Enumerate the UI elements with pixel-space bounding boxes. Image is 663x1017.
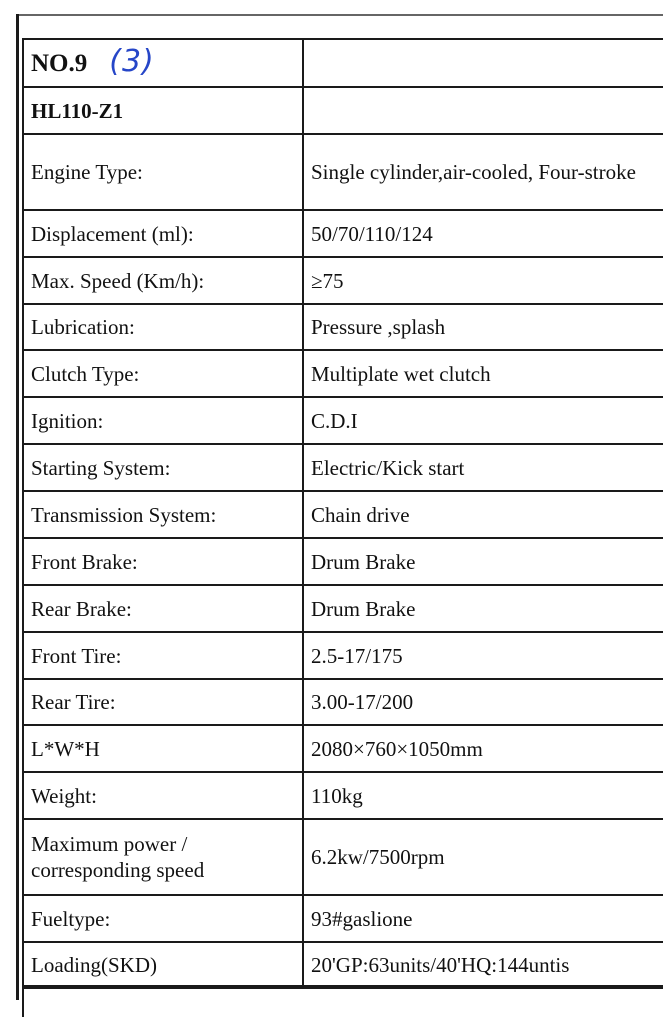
spec-label: L*W*H	[23, 725, 303, 772]
spec-value: C.D.I	[303, 397, 663, 444]
spec-value: 20'GP:63units/40'HQ:144untis	[303, 942, 663, 988]
spec-value: Drum Brake	[303, 585, 663, 632]
bottom-box-edge	[22, 985, 663, 1017]
spec-table	[22, 38, 663, 989]
spec-value: Drum Brake	[303, 538, 663, 585]
top-rule	[16, 14, 663, 16]
spec-label: Front Brake:	[23, 538, 303, 585]
table-row	[23, 895, 663, 942]
table-row	[23, 585, 663, 632]
table-row	[23, 725, 663, 772]
spec-value: 50/70/110/124	[303, 210, 663, 257]
doc-number: NO.9	[31, 50, 88, 77]
spec-value: 110kg	[303, 772, 663, 819]
spec-label: Engine Type:	[23, 134, 303, 210]
table-row	[23, 632, 663, 679]
spec-label: Front Tire:	[23, 632, 303, 679]
spec-label: Starting System:	[23, 444, 303, 491]
spec-label: Ignition:	[23, 397, 303, 444]
empty-cell	[303, 39, 663, 87]
table-row	[23, 679, 663, 725]
spec-value: 6.2kw/7500rpm	[303, 819, 663, 895]
table-row	[23, 538, 663, 585]
model-cell: HL110-Z1	[23, 87, 303, 134]
spec-value: Chain drive	[303, 491, 663, 538]
spec-value: ≥75	[303, 257, 663, 304]
spec-value: 3.00-17/200	[303, 679, 663, 725]
table-row	[23, 397, 663, 444]
table-row	[23, 39, 663, 87]
table-row	[23, 350, 663, 397]
spec-label: Displacement (ml):	[23, 210, 303, 257]
table-row	[23, 210, 663, 257]
spec-label: Clutch Type:	[23, 350, 303, 397]
spec-value: 2080×760×1050mm	[303, 725, 663, 772]
spec-value: Pressure ,splash	[303, 304, 663, 350]
left-rule	[16, 14, 19, 1000]
table-row	[23, 491, 663, 538]
spec-value: Multiplate wet clutch	[303, 350, 663, 397]
number-cell	[23, 39, 303, 87]
spec-label: Fueltype:	[23, 895, 303, 942]
spec-label: Loading(SKD)	[23, 942, 303, 988]
spec-label: Lubrication:	[23, 304, 303, 350]
table-row	[23, 444, 663, 491]
spec-label: Maximum power / corresponding speed	[23, 819, 303, 895]
table-row	[23, 772, 663, 819]
spec-label: Transmission System:	[23, 491, 303, 538]
spec-value: Electric/Kick start	[303, 444, 663, 491]
empty-cell	[303, 87, 663, 134]
table-row	[23, 304, 663, 350]
table-row	[23, 257, 663, 304]
table-row	[23, 819, 663, 895]
spec-value: 2.5-17/175	[303, 632, 663, 679]
spec-label: Rear Tire:	[23, 679, 303, 725]
table-row	[23, 942, 663, 988]
spec-label: Rear Brake:	[23, 585, 303, 632]
spec-value: 93#gaslione	[303, 895, 663, 942]
table-row	[23, 134, 663, 210]
handwritten-note: (3)	[109, 44, 155, 79]
table-row	[23, 87, 663, 134]
spec-label: Max. Speed (Km/h):	[23, 257, 303, 304]
spec-label: Weight:	[23, 772, 303, 819]
spec-value: Single cylinder,air-cooled, Four-stroke	[303, 134, 663, 210]
